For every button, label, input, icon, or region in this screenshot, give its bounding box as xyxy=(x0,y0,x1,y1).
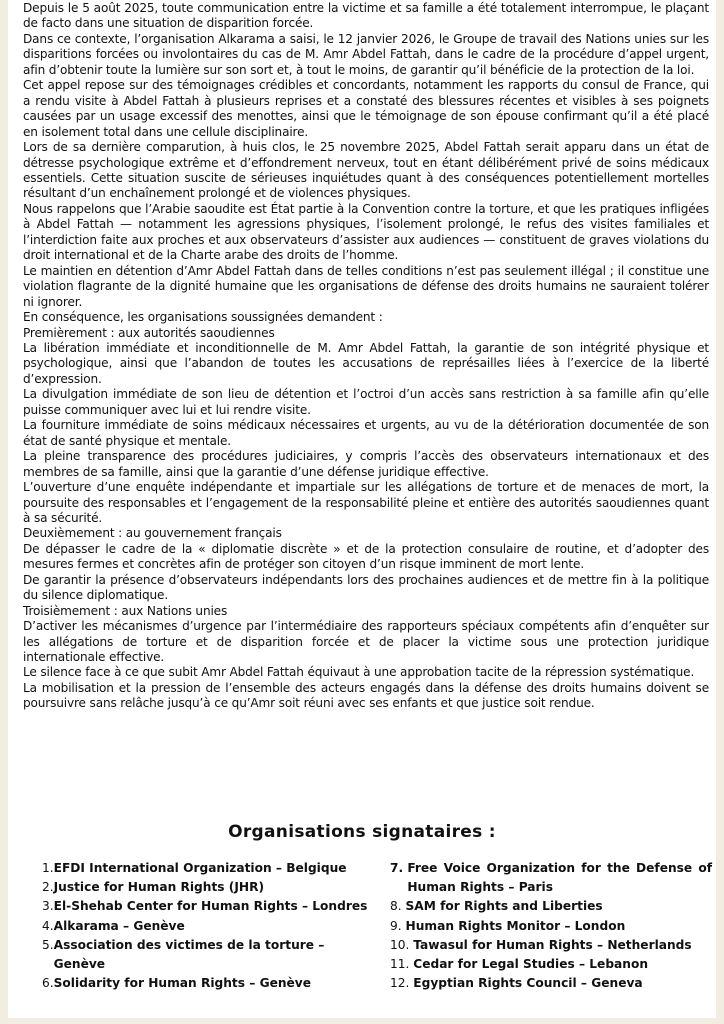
signatory-number: 7. xyxy=(390,861,408,875)
signatory-number: 5. xyxy=(42,937,54,952)
signatory-item xyxy=(42,917,378,936)
signatories-title: Organisations signataires : xyxy=(228,822,496,842)
signatory-name: Cedar for Legal Studies – Lebanon xyxy=(413,957,648,972)
demand-item: La libération immédiate et inconditionnelle de M. Amr Abdel Fattah, la garantie de son intégrité physique et psychologique, ainsi que l’abandon de toutes les accusations de représailles liées à l’exercice de la liberté d’expression. xyxy=(23,340,709,386)
signatory-name: Free Voice Organization for the Defense of Human Rights – Paris xyxy=(407,861,712,895)
signatory-item xyxy=(390,955,712,974)
signatory-number: 8. xyxy=(390,899,406,914)
letter-body xyxy=(23,1,709,712)
demand-item: De dépasser le cadre de la « diplomatie discrète » et de la protection consulaire de routine, et d’adopter des mesures fermes et concrètes afin de protéger son citoyen d’un risque imminent de mort lente. xyxy=(23,541,709,572)
signatory-number: 12. xyxy=(390,976,414,991)
signatory-number: 11. xyxy=(390,957,414,972)
demand-item: La pleine transparence des procédures judiciaires, y compris l’accès des observateurs internationaux et des membres de sa famille, ainsi que la garantie d’une défense juridique effective. xyxy=(23,449,709,479)
signatory-number: 3. xyxy=(42,899,54,914)
paragraph: Le maintien en détention d’Amr Abdel Fattah dans de telles conditions n’est pas seulement illégal ; il constitue une violation flagrante de la dignité humaine que les organisations de défense des droits humains ne sauraient tolérer ni ignorer. xyxy=(23,263,709,309)
signatory-name: EFDI International Organization – Belgique xyxy=(53,861,347,875)
signatory-item xyxy=(42,897,378,916)
signatory-number: 2. xyxy=(42,880,54,895)
signatory-name: Solidarity for Human Rights – Genève xyxy=(53,976,311,991)
signatory-name: Association des victimes de la torture – Genève xyxy=(53,937,325,972)
signatory-item xyxy=(42,878,378,897)
demand-item: De garantir la présence d’observateurs indépendants lors des prochaines audiences et de mettre fin à la politique du silence diplomatique. xyxy=(23,572,709,603)
signatory-name: El-Shehab Center for Human Rights – Londres xyxy=(53,899,368,914)
demand-item: L’ouverture d’une enquête indépendante et impartiale sur les allégations de torture et de menaces de mort, la poursuite des responsables et l’engagement de la responsabilité pleine et entière des autorités saoudiennes quant à sa sécurité. xyxy=(23,480,709,525)
demand-item: D’activer les mécanismes d’urgence par l’intermédiaire des rapporteurs spéciaux compétents afin d’enquêter sur les allégations de torture et de disparition forcée et de placer la victime sous une protection juridique internationale effective. xyxy=(23,619,709,665)
signatory-item xyxy=(390,859,712,897)
signatory-name: Egyptian Rights Council – Geneva xyxy=(413,976,643,991)
section-heading: Troisièmement : aux Nations unies xyxy=(23,603,228,618)
demand-item: La divulgation immédiate de son lieu de détention et l’octroi d’un accès sans restriction à sa famille afin qu’elle puisse communiquer avec lui et lui rendre visite. xyxy=(23,387,709,417)
paragraph: Nous rappelons que l’Arabie saoudite est État partie à la Convention contre la torture, et que les pratiques infligées à Abdel Fattah — notamment les agressions physiques, l’isolement prolongé, le refus des visites familiales et l’interdiction faite aux proches et aux observateurs d’assister aux audiences — constituent de graves violations du droit international et de la Charte arabe des droits de l’homme. xyxy=(23,201,709,263)
signatory-name: Justice for Human Rights (JHR) xyxy=(53,880,265,895)
paragraph: Cet appel repose sur des témoignages crédibles et concordants, notamment les rapports du consul de France, qui a rendu visite à Abdel Fattah à plusieurs reprises et a constaté des blessures récentes et visibles à ses poignets causées par un usage excessif des menottes, ainsi que le témoignage de son épouse confirmant qu’il a été placé en isolement total dans une cellule disciplinaire. xyxy=(23,78,709,139)
signatory-name: Human Rights Monitor – London xyxy=(405,918,626,933)
signatory-item xyxy=(42,859,378,878)
paragraph: Depuis le 5 août 2025, toute communication entre la victime et sa famille a été totalement interrompue, le plaçant de facto dans une situation de disparition forcée. xyxy=(23,1,709,31)
demand-item: La fourniture immédiate de soins médicaux nécessaires et urgents, au vu de la détérioration documentée de son état de santé physique et mentale. xyxy=(23,418,709,448)
paragraph: Le silence face à ce que subit Amr Abdel Fattah équivaut à une approbation tacite de la répression systématique. xyxy=(23,665,695,680)
section-heading: Deuxièmement : au gouvernement français xyxy=(23,526,282,541)
section-heading: Premièrement : aux autorités saoudiennes xyxy=(23,325,275,340)
signatory-item xyxy=(390,974,712,993)
signatories-list-right xyxy=(390,859,712,993)
signatory-number: 1. xyxy=(42,861,54,875)
signatory-name: Alkarama – Genève xyxy=(53,918,185,933)
signatories-list-left xyxy=(42,859,378,993)
signatory-number: 6. xyxy=(42,976,54,991)
signatory-name: Tawasul for Human Rights – Netherlands xyxy=(413,937,692,952)
signatory-item xyxy=(42,974,378,993)
paragraph: En conséquence, les organisations soussignées demandent : xyxy=(23,310,383,325)
paragraph: Lors de sa dernière comparution, à huis clos, le 25 novembre 2025, Abdel Fattah serait apparu dans un état de détresse psychologique extrême et d’effondrement nerveux, tout en étant délibérément privé de soins médicaux essentiels. Cette situation suscite de sérieuses inquiétudes quant à des conséquences potentiellement mortelles résultant d’un enchaînement prolongé et de violences physiques. xyxy=(23,140,709,201)
signatory-name: SAM for Rights and Liberties xyxy=(405,899,603,914)
signatory-number: 10. xyxy=(390,937,414,952)
signatory-item xyxy=(390,917,712,936)
paragraph: Dans ce contexte, l’organisation Alkarama a saisi, le 12 janvier 2026, le Groupe de travail des Nations unies sur les disparitions forcées ou involontaires du cas de M. Amr Abdel Fattah, dans le cadre de la procédure d’appel urgent, afin d’obtenir toute la lumière sur son sort et, à tout le moins, de garantir qu’il bénéficie de la protection de la loi. xyxy=(23,31,709,77)
paragraph: La mobilisation et la pression de l’ensemble des acteurs engagés dans la défense des droits humains doivent se poursuivre sans relâche jusqu’à ce qu’Amr soit réuni avec ses enfants et que justice soit rendue. xyxy=(23,680,709,711)
signatory-item xyxy=(390,897,712,916)
signatory-item xyxy=(390,936,712,955)
signatory-number: 4. xyxy=(42,918,54,933)
signatory-number: 9. xyxy=(390,918,406,933)
signatory-item xyxy=(42,936,378,974)
